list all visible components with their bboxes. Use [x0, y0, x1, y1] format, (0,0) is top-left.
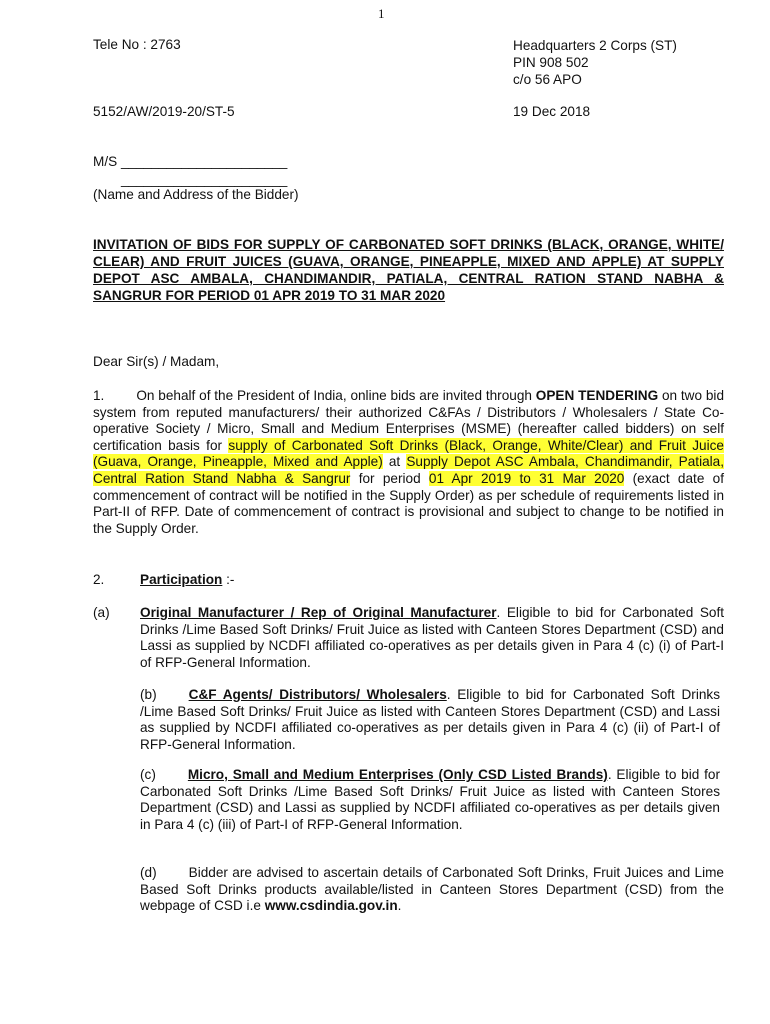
sub-a-body: . Eligible to bid for Carbonated Soft Drinks /Lime Based Soft Drinks/ Fruit Juice as listed with Canteen Stores Department (CSD) and Lassi as supplied by NCDFI affiliated co-operatives as per details given in Para 4 (c) (i) of Part-I of RFP-General Information.: [140, 605, 724, 670]
sub-b-text: [140, 687, 720, 753]
sub-a-label: (a): [93, 605, 110, 620]
para-1-text: On behalf of the President of India, online bids are invited through: [136, 388, 536, 403]
hq-line-1: Headquarters 2 Corps (ST): [513, 38, 677, 53]
page-number: 1: [378, 6, 385, 21]
sub-d-end: .: [397, 898, 402, 914]
hq-line-2: PIN 908 502: [513, 55, 589, 70]
para-1-text-5: (exact date of commencement of contract will be notified in the Supply Order) as per schedule of requirements listed in Part-II of RFP. Date of commencement of contract is provisional and subject to change to be notified in the Supply Order.: [93, 470, 724, 536]
hq-line-3: c/o 56 APO: [513, 72, 582, 87]
participation-label: Participation: [140, 572, 223, 587]
paragraph-1: [93, 388, 724, 537]
addressee-note: (Name and Address of the Bidder): [93, 187, 299, 202]
sub-d-text: [140, 865, 724, 915]
participation-heading: [140, 572, 234, 589]
sub-b-label: (b): [140, 687, 157, 702]
sub-c-label: (c): [140, 767, 156, 782]
para-2-number: 2.: [93, 572, 105, 587]
reference-number: 5152/AW/2019-20/ST-5: [93, 104, 235, 119]
sub-c-text: [140, 767, 720, 833]
sub-a-text: [140, 605, 724, 671]
sub-d-body: Bidder are advised to ascertain details of Carbonated Soft Drinks, Fruit Juices and Lime Based Soft Drinks products available/listed in Canteen Stores Department (CSD) from the webpage of CSD i.e: [140, 865, 724, 914]
highlight-period: 01 Apr 2019 to 31 Mar 2020: [428, 470, 625, 486]
addressee-blank-line: ______________________: [121, 172, 288, 187]
addressee-ms-line: M/S ______________________: [93, 154, 288, 169]
sub-b-heading: C&F Agents/ Distributors/ Wholesalers: [188, 687, 447, 702]
sub-c-heading: Micro, Small and Medium Enterprises (Only CSD Listed Brands): [187, 767, 608, 782]
telephone-number: Tele No : 2763: [93, 37, 181, 52]
para-1-number: 1.: [93, 388, 105, 403]
headquarters-address: [513, 37, 677, 88]
open-tendering-bold: OPEN TENDERING: [535, 388, 659, 403]
participation-suffix: :-: [222, 572, 235, 587]
sub-d-label: (d): [140, 865, 157, 880]
letter-date: 19 Dec 2018: [513, 104, 591, 119]
para-1-text-2: on two bid system from reputed manufacturers/ their authorized C&FAs / Distributors / Wholesalers / State Co-operative Society / Micro, Small and Medium Enterprises (MSME) (hereafter called bidders) on self certification basis for: [93, 388, 725, 453]
highlight-supply-items: supply of Carbonated Soft Drinks (Black, Orange, White/Clear) and Fruit Juice (Guava, Orange, Pineapple, Mixed and Apple): [93, 437, 724, 470]
document-title: INVITATION OF BIDS FOR SUPPLY OF CARBONATED SOFT DRINKS (BLACK, ORANGE, WHITE/ CLEAR) AND FRUIT JUICES (GUAVA, ORANGE, PINEAPPLE, MIXED AND APPLE) AT SUPPLY DEPOT ASC AMBALA, CHANDIMANDIR, PATIALA, CENTRAL RATION STAND NABHA & SANGRUR FOR PERIOD 01 APR 2019 TO 31 MAR 2020: [93, 237, 724, 303]
sub-c-body: . Eligible to bid for Carbonated Soft Drinks /Lime Based Soft Drinks/ Fruit Juice as listed with Canteen Stores Department (CSD) and Lassi as supplied by NCDFI affiliated co-operatives as per details given in Para 4 (c) (iii) of Part-I of RFP-General Information.: [140, 767, 721, 832]
highlight-supply-depots: Supply Depot ASC Ambala, Chandimandir, Patiala, Central Ration Stand Nabha & Sangrur: [93, 454, 725, 486]
sub-a-heading: Original Manufacturer / Rep of Original Manufacturer: [140, 605, 497, 620]
para-1-text-4: for period: [350, 470, 429, 486]
para-1-text-3: at: [382, 454, 407, 470]
salutation: Dear Sir(s) / Madam,: [93, 354, 220, 369]
sub-b-body: . Eligible to bid for Carbonated Soft Drinks /Lime Based Soft Drinks/ Fruit Juice as listed with Canteen Stores Department (CSD) and Lassi as supplied by NCDFI affiliated co-operatives as per details given in Para 4 (c) (ii) of Part-I of RFP-General Information.: [140, 687, 721, 752]
csd-website-link[interactable]: www.csdindia.gov.in: [264, 898, 398, 914]
